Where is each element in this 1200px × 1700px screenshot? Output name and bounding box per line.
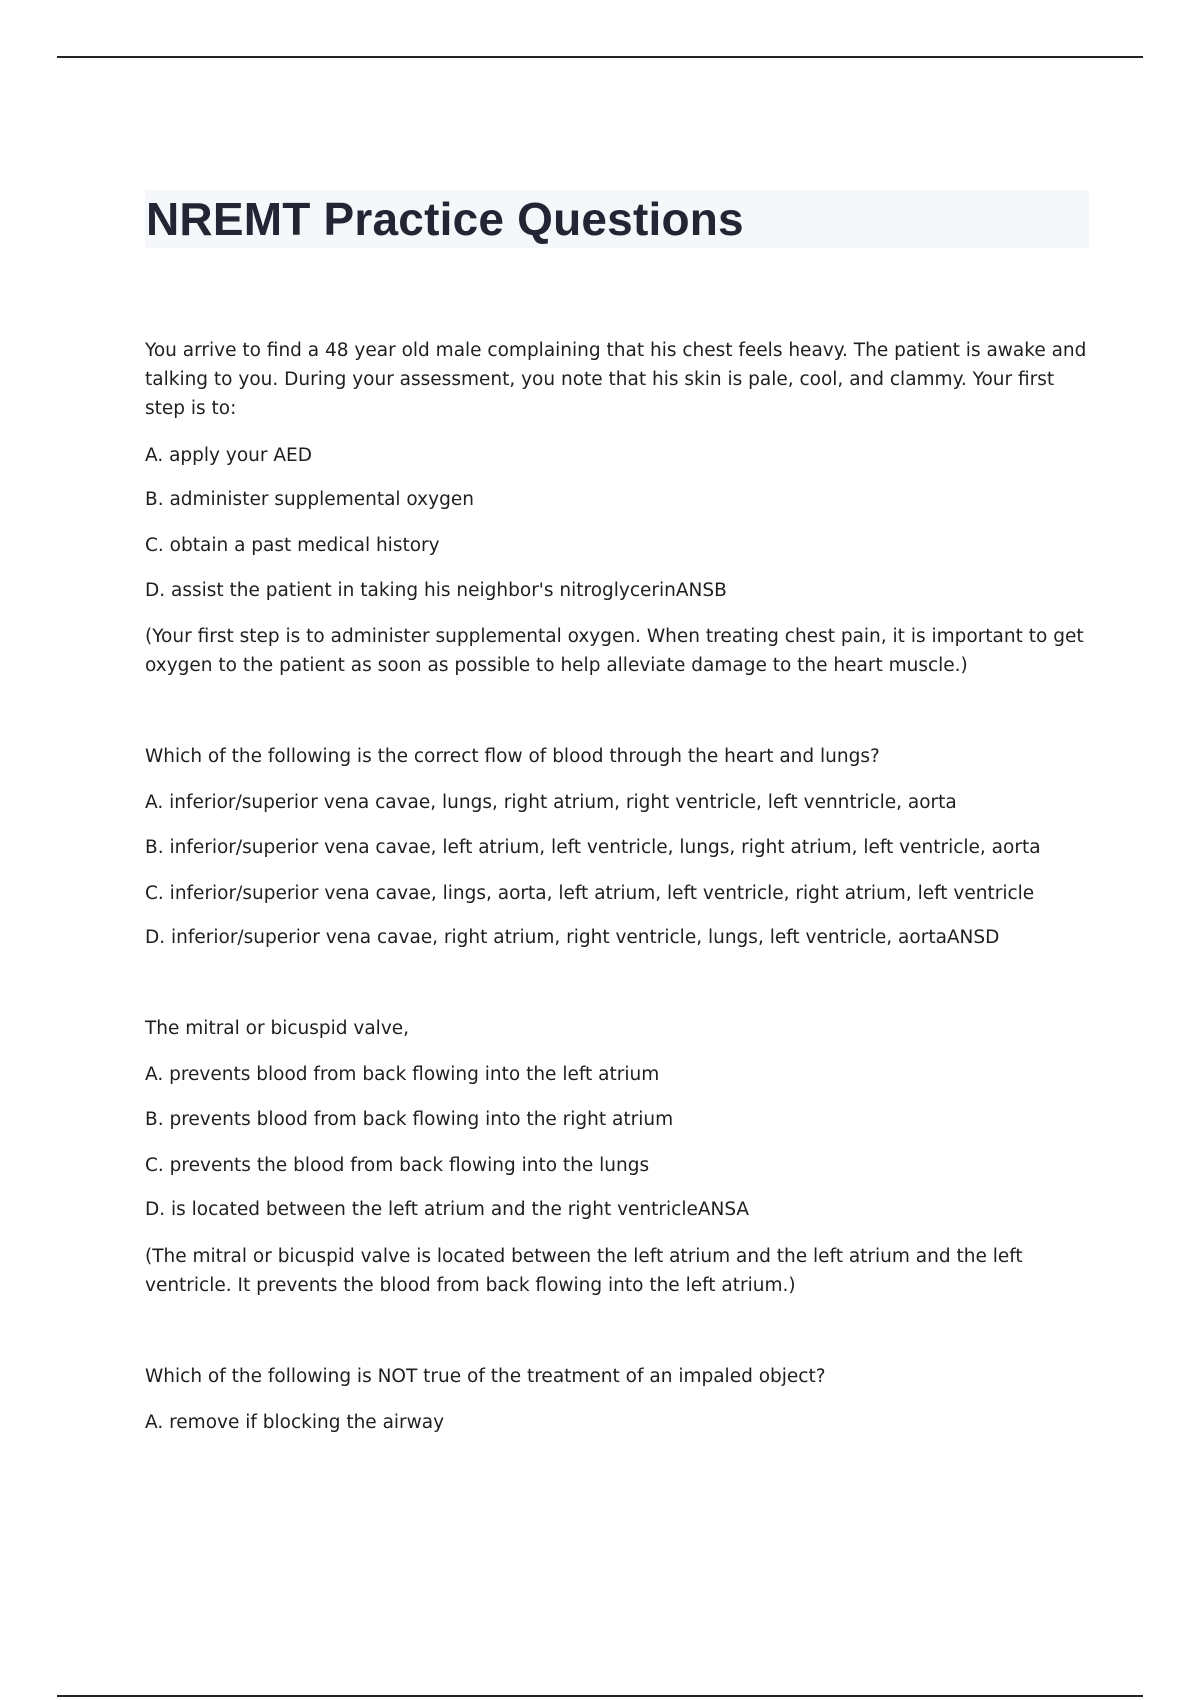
question-1-option-b: B. administer supplemental oxygen: [145, 489, 474, 510]
page-title: NREMT Practice Questions: [146, 193, 744, 245]
question-2-option-d: D. inferior/superior vena cavae, right atrium, right ventricle, lungs, left ventricle, aortaANSD: [145, 927, 1000, 948]
question-3-option-d: D. is located between the left atrium and the right ventricleANSA: [145, 1199, 750, 1220]
question-3-explanation: (The mitral or bicuspid valve is located between the left atrium and the left atrium and the left ventricle. It prevents the blood from back flowing into the left atrium.): [145, 1246, 1023, 1296]
footer-rule: [57, 1695, 1143, 1697]
question-2-option-a: A. inferior/superior vena cavae, lungs, right atrium, right ventricle, left venntricle, aorta: [145, 792, 957, 813]
question-4-stem: Which of the following is NOT true of the treatment of an impaled object?: [145, 1366, 826, 1387]
question-4-option-a: A. remove if blocking the airway: [145, 1412, 445, 1433]
question-2-option-b: B. inferior/superior vena cavae, left atrium, left ventricle, lungs, right atrium, left ventricle, aorta: [145, 837, 1041, 858]
question-2-option-c: C. inferior/superior vena cavae, lings, aorta, left atrium, left ventricle, right atrium, left ventricle: [145, 883, 1035, 904]
question-1-option-c: C. obtain a past medical history: [145, 535, 440, 556]
question-3-stem: The mitral or bicuspid valve,: [145, 1018, 410, 1039]
question-1-explanation: (Your first step is to administer supplemental oxygen. When treating chest pain, it is important to get oxygen to the patient as soon as possible to help alleviate damage to the heart muscle.): [145, 626, 1084, 676]
question-3-option-a: A. prevents blood from back flowing into the left atrium: [145, 1064, 660, 1085]
question-1-stem: You arrive to find a 48 year old male complaining that his chest feels heavy. The patient is awake and talking to you. During your assessment, you note that his skin is pale, cool, and clammy. Your first step is to:: [145, 340, 1087, 419]
header-rule: [57, 56, 1143, 58]
question-3-option-b: B. prevents blood from back flowing into the right atrium: [145, 1109, 674, 1130]
question-1-option-a: A. apply your AED: [145, 445, 312, 466]
question-1-option-d: D. assist the patient in taking his neighbor's nitroglycerinANSB: [145, 580, 727, 601]
question-2-stem: Which of the following is the correct flow of blood through the heart and lungs?: [145, 746, 880, 767]
question-3-option-c: C. prevents the blood from back flowing into the lungs: [145, 1155, 650, 1176]
